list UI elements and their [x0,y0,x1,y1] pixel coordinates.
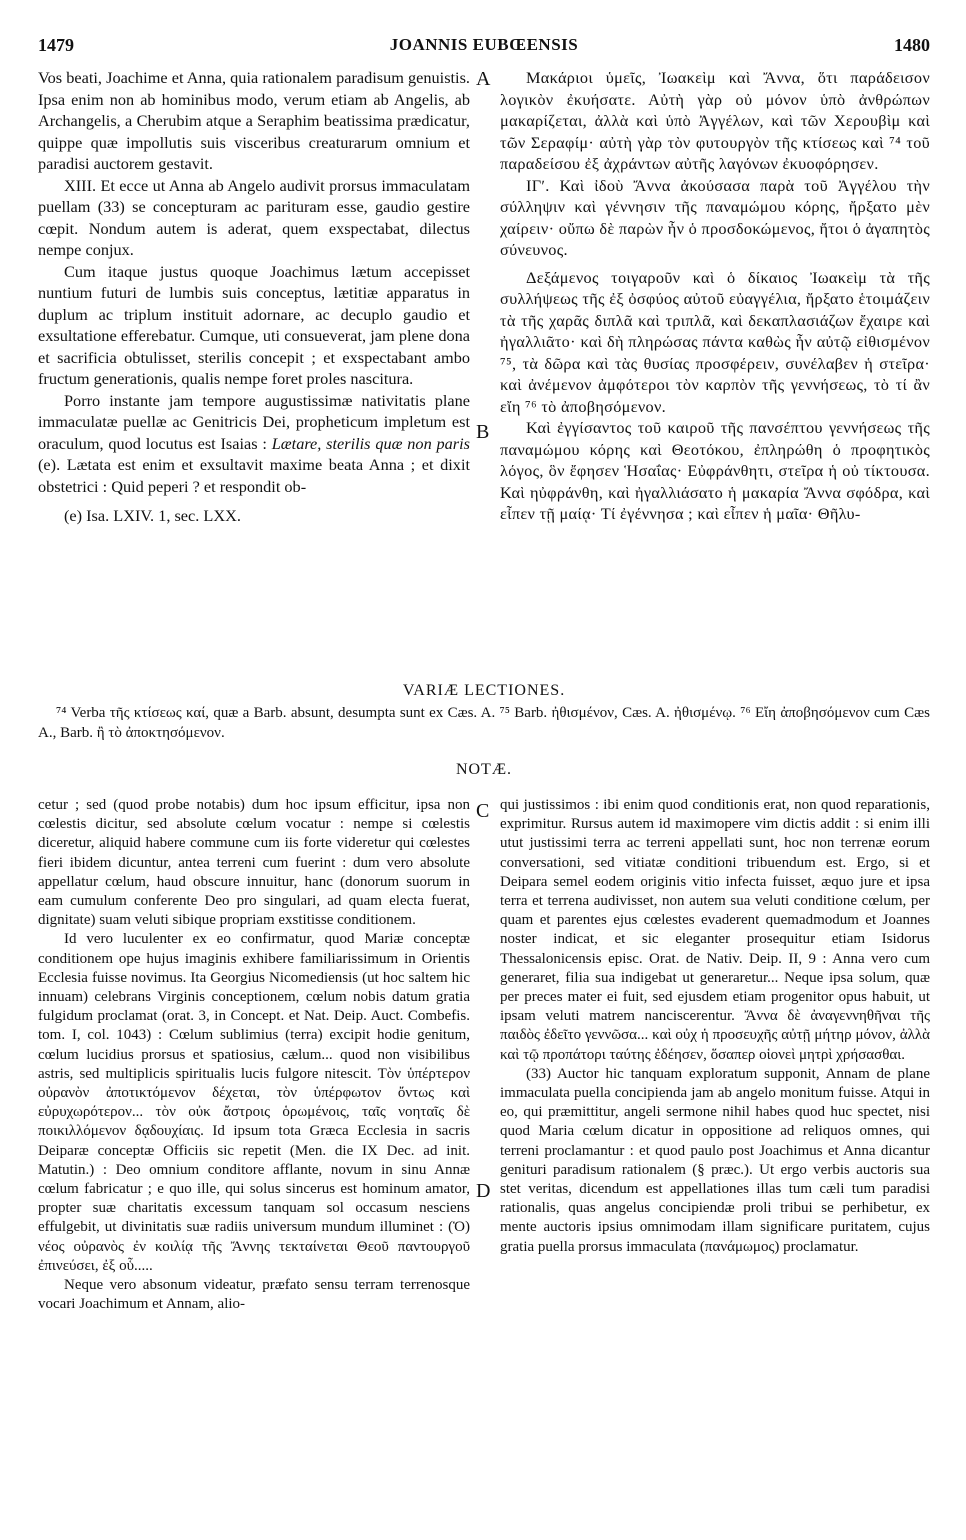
margin-marker-b: B [476,421,490,443]
page-number-right: 1480 [894,35,930,55]
running-header [38,35,930,61]
latin-paragraph: Cum itaque justus quoque Joachimus lætum accepisset nuntium futuri de lumbis suis conceptus, lætitiæ apparatus in duplum ac triplum instituit adornare, ac decuplo gaudio et exsultatione efferebatur. Cumque, uti consueverat, jam plene dona et sacrificia obtulisset, sterilis concepit ; et exspectabant ambo fructum generationis, qualis nempe foret proles nascitura. [38,261,470,388]
quotation-italic: Lætare, sterilis quæ non paris [271,433,470,453]
greek-paragraph: ΙΓʹ. Καὶ ἰδοὺ Ἄννα ἀκούσασα παρὰ τοῦ Ἀγγέλου τὴν σύλληψιν καὶ γέννησιν τῆς παναμώμου κόρης, ἤρξατο μὲν χαίρειν· οὔπω δὲ παρὼν ἦν ὁ προσδοκώμενος, ἤτοι ὁ ἀγαπητὸς σύνευνος. [500,175,930,259]
greek-paragraph: Δεξάμενος τοιγαροῦν καὶ ὁ δίκαιος Ἰωακεὶμ τὰ τῆς συλλήψεως τῆς ἐξ ὀσφύος αὐτοῦ εὐαγγέλια, ἤρξατο ἑτοιμάζειν τὰ τῆς χαρᾶς διπλᾶ καὶ τριπλᾶ, καὶ δεκαπλασιάζων ἔχαιρε καὶ ἠγαλλιᾶτο· καὶ δὴ πληρώσας πάντα καθὼς ἦν αὐτῷ εἰθισμένον ⁷⁵, τὰ δῶρα καὶ τὰς θυσίας προσφέρειν, συνέλαβεν ἡ στεῖρα· καὶ ἀνέμενον ἀμφότεροι τὸν καρπὸν τῆς γεννήσεως, τὸ τί ἂν εἴη ⁷⁶ τὸ ἀποβησόμενον. [500,267,930,416]
note-paragraph: qui justissimos : ibi enim quod conditionis erat, non quod reparationis, exprimitur. Rursus autem id maximopere vim dictis addit : si enim illi utut justissimi terra ac terreni appellati sunt, hoc non terrenæ eorum conversationi, sed vitiatæ conditioni tribuendum est. Ergo, si et Deipara semel eodem originis vitio infecta fuisset, æquo jure et ipsa terra et terrena audivisset, non autem sua veluti conditione cœlum, per quam et parentes ejus cœlestes evaderent quemadmodum et Joannes noster indicat, et sic eleganter prosequitur etiam Isidorus Thessalonicensis episc. Orat. de Nativ. Deip. II, 9 : Anna vero cum generaret, filia sua indigebat ut generaretur... Neque ipsa solum, quæ per preces mater ei fuit, sed ejusdem etiam progenitor opus habuit, ut ipsam veluti matrem nanciscerentur. Ἄννα δὲ ἀναγεννηθῆναι τῆς παιδὸς ἐδεῖτο γεννῶσα... καὶ οὐχ ἡ προσευχῆς αὐτῇ μήτηρ μόνον, ἀλλὰ καὶ τῷ προπάτορι ταύτης ἐδέησεν, ὅσαπερ οἱονεὶ μητρὶ χρήσασθαι. [500,797,930,1063]
note-paragraph: cetur ; sed (quod probe notabis) dum hoc ipsum efficitur, ipsa non cœlestis dicitur, sed absolute cœlum vocatur : nempe si cœlestis diceretur, aliquid habere commune cum iis forte videretur qui cœlestes fieri ibidem dicuntur, antea terreni cum fuerint : dum vero absolute appellatur cœlum, haud obscure innuitur, hanc (donorum suorum in eam cumulum conferente Deo pro singulari, ad quam electa fuerat, dignitate) suam veluti sibique propriam exstitisse conditionem. [38,797,470,929]
greek-paragraph: Μακάριοι ὑμεῖς, Ἰωακεὶμ καὶ Ἄννα, ὅτι παράδεισον λογικὸν ἐκυήσατε. Αὐτὴ γὰρ οὐ μόνον ὑπὸ ἀνθρώπων μακαρίζεται, ἀλλὰ καὶ ὑπὸ Ἀγγέλων, καὶ τῶν Χερουβὶμ καὶ τῶν Σεραφίμ· αὐτὴ γὰρ τὸν φυτουργὸν τῆς κτίσεως καὶ ⁷⁴ τοῦ παραδείσου ἐξ ἀχράντων αὐτῆς λαγόνων ἐκυοφόρησεν. [500,68,930,173]
variae-text: ⁷⁴ Verba τῆς κτίσεως καί, quæ a Barb. absunt, desumpta sunt ex Cæs. A. ⁷⁵ Barb. ἠθισμένον, Cæs. A. ἠθισμένῳ. ⁷⁶ Εἴη ἀποβησόμενον cum Cæs A., Barb. ἢ τὸ ἀποκτησόμενον. [38,705,930,741]
variae-lectiones [38,682,930,779]
latin-paragraph: XIII. Et ecce ut Anna ab Angelo audivit prorsus immaculatam puellam (33) se concepturam ac parituram esse, gaudio gestire cœpit. Nondum autem is aderat, quem exspectabat, dilectus nempe conjux. [38,175,470,259]
note-paragraph: Neque vero absonum videatur, præfato sensu terram terrenosque vocari Joachimum et Annam, alio- [38,1277,470,1313]
note-paragraph: Id vero luculenter ex eo confirmatur, quod Mariæ conceptæ conditionem ope hujus imaginis exhibere familiarissimum in Orientis Ecclesia fuisse novimus. Ita Georgius Nicomediensis (ut hoc saltem hic innuam) celebrans Virginis conceptionem, cœlum nobis datum gratia fulgidum proclamat (orat. 3, in Concept. et Nat. Deip. Auct. Combefis. tom. I, col. 1043) : Cœlum sublimius (terra) excipit hodie genitum, cœlum lucidius prorsus et spatiosius, cælum... quod non visibilibus astris, sed multiplicis spiritualis lucis fulgore nitescit. Τὸν ὑπέρτερον οὐρανὸν ἀποτικτόμενον δέχεται, τὸν ὑπέρφωτον ὄντως καὶ εὐρυχωρότερον... τὸν οὐκ ἄστροις ὁρωμένοις, ταῖς νοηταῖς δὲ ποικιλλόμενον δᾳδουχίαις. Id ipsum tota Græca Ecclesia in sacris Deiparæ conceptæ Officiis sic repetit (Men. die IX Dec. ad init. Matutin.) : Deo omnium conditore afflante, novum in sinu Annæ cœlum fabricatur ; e quo ille, qui solus sincerus est hominum amator, propter suæ charitatis excessum tanquam sol occasum nesciens effulgebit, ut divinitatis suæ radiis universum mundum illuminet : (Ὁ) νέος οὐρανὸς ἐν κοιλίᾳ τῆς Ἄννης τεκταίνεται Θεοῦ παντουργοῦ ἐπινεύσει, ἐξ οὗ..... [38,931,470,1274]
note-paragraph: (33) Auctor hic tanquam exploratum supponit, Annam de plane immaculata puella concipienda jam ab angelo monitum fuisse. Atqui in eo, qui præmittitur, angeli sermone nihil habes quod huc spectet, nisi quod Maria cœlum dicatur in oppositione ad reliquos omnes, qui terreni proclamantur : et quod paulo post Joachimus et Anna dicantur genituri paradisum rationalem (§ præc.). Ut ergo verbis auctoris sua stet veritas, dicendum est appellationes illas tum cæli tum paradisi rationalis, quas angelus concipiendæ proli tribui se perhibetur, ex mente auctoris ipsius omnimodam illam significare puritatem, cujus gratia puella prorsus immaculata (πανάμωμος) proclamatur. [500,1065,930,1255]
notae-right-column [500,796,930,1257]
margin-marker-a: A [476,68,491,90]
page-number-left: 1479 [38,35,74,55]
latin-paragraph: Vos beati, Joachime et Anna, quia rationalem paradisum genuistis. Ipsa enim non ab hominibus modo, verum etiam ab Angelis, ab Archangelis, a Cherubim atque a Seraphim beatissima prædicatur, quippe quæ impollutis suis visceribus creaturarum omnium et paradisi auctorem gestavit. [38,68,470,173]
latin-paragraph: Porro instante jam tempore augustissimæ nativitatis plane immaculatæ puellæ ac Genitricis Dei, propheticum impletum est oraculum, quod locutus est Isaias : Lætare, sterilis quæ non paris (e). Lætata est enim et exsultavit maxime beata Anna ; et dixit obstetrici : Quid peperi ? et respondit ob- [38,390,470,496]
margin-marker-d: D [476,1180,491,1202]
notae-left-column [38,796,470,1314]
greek-paragraph: Καὶ ἐγγίσαντος τοῦ καιροῦ τῆς πανσέπτου γεννήσεως τῆς παναμώμου κόρης καὶ Θεοτόκου, ἐπληρώθη ὁ προφητικὸς λόγος, ὃν ἔφησεν Ἡσαΐας· Εὐφράνθητι, στεῖρα ἡ οὐ τίκτουσα. Καὶ ηὐφράνθη, καὶ ἠγαλλιάσατο ἡ μακαρία Ἄννα σφόδρα, καὶ εἶπεν τῇ μαίᾳ· Τί ἐγέννησα ; καὶ εἶπεν ἡ μαῖα· Θῆλυ- [500,418,930,523]
margin-marker-c: C [476,800,490,822]
latin-footnote: (e) Isa. LXIV. 1, sec. LXX. [64,506,241,525]
greek-column [500,67,930,525]
notae-heading: NOTÆ. [455,761,513,778]
page-title: JOANNIS EUBŒENSIS [389,35,579,54]
variae-heading: VARIÆ LECTIONES. [402,682,566,699]
latin-column [38,67,470,527]
